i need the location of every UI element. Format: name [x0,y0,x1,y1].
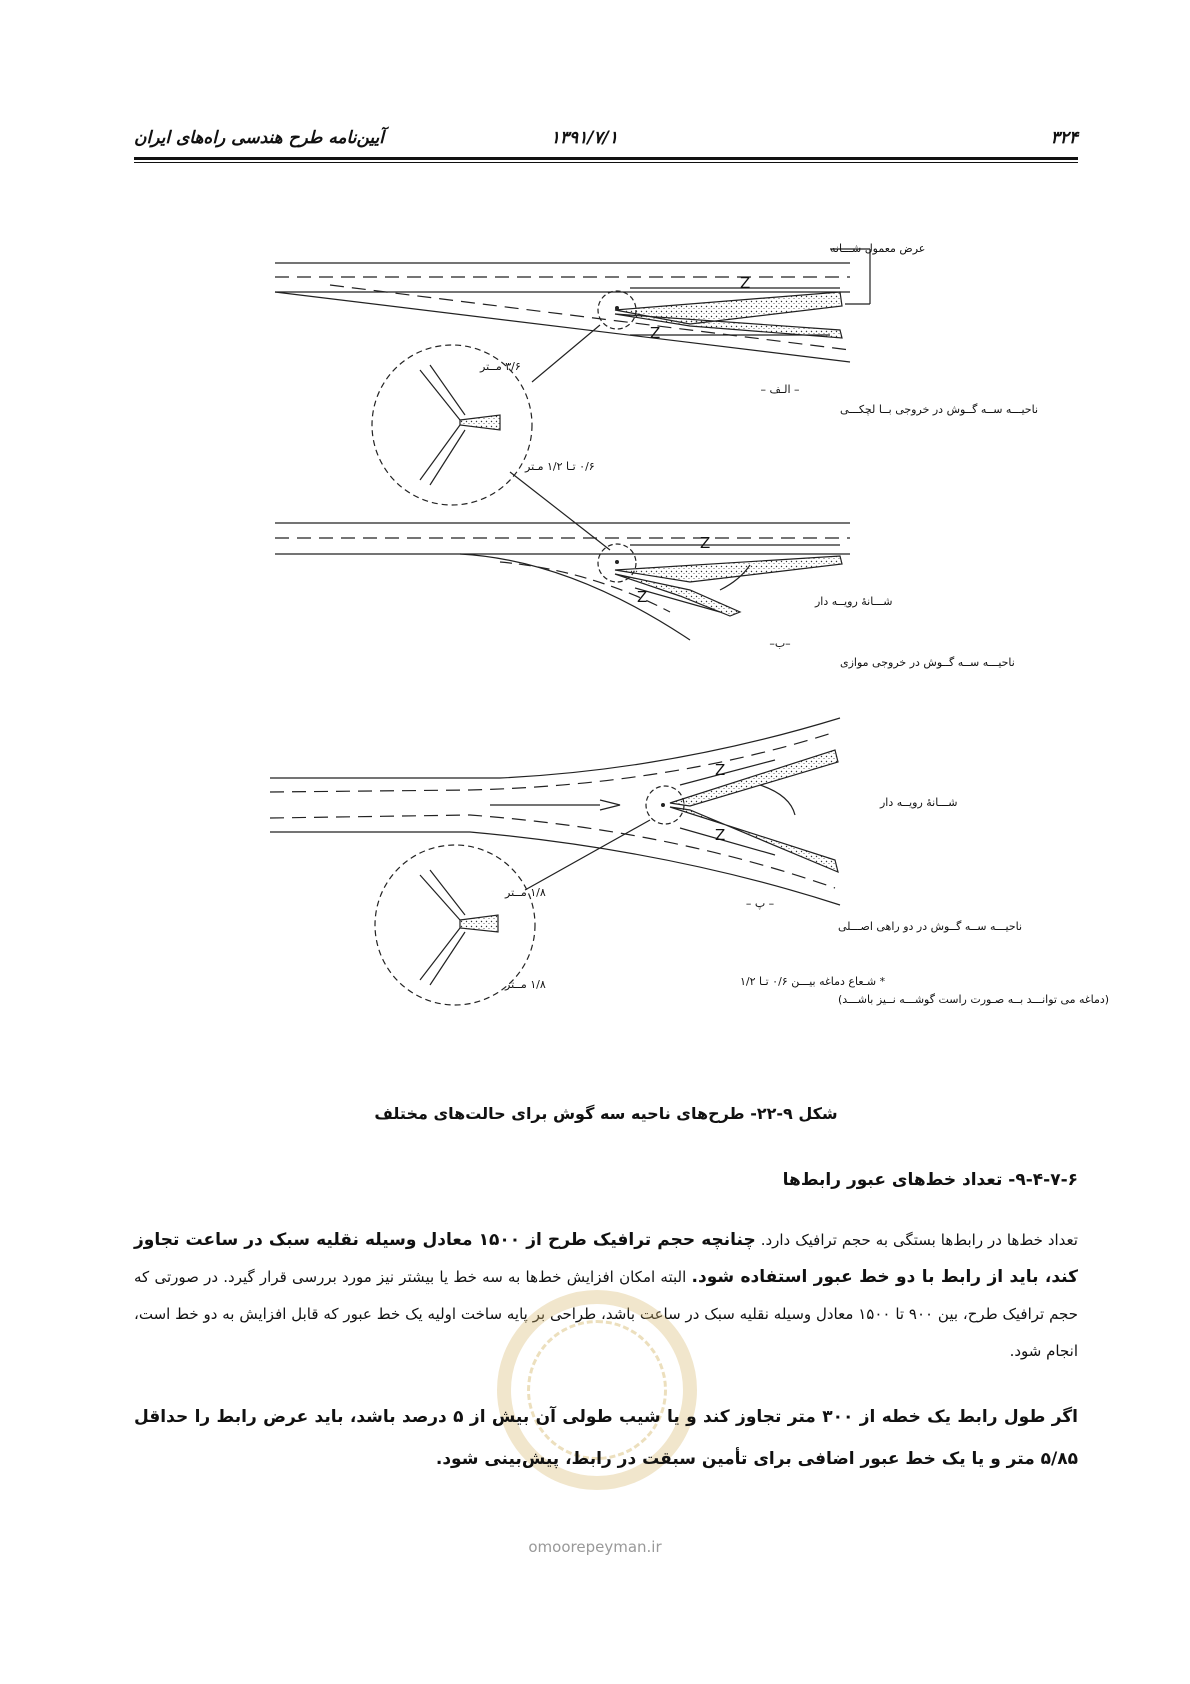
detail-c-top: ۱/۸ مــتر [505,886,546,899]
diagram-part-a [275,242,1038,416]
label-z-b1: Z [700,534,711,552]
paragraph-1-bold: چنانچه حجم ترافیک طرح از ۱۵۰۰ معادل وسیله نقلیه سبک در ساعت تجاوز کند، باید از رابط با دو خط عبور استفاده شود. [134,1230,1078,1287]
book-title: آیین‌نامه طرح هندسی راه‌های ایران [134,128,384,148]
part-a-caption: ناحیـــه ســه گــوش در خروجی بــا لچکـــی [840,403,1039,416]
figure-caption: شکل ۹-۲۲- طرح‌های ناحیه سه گوش برای حالت‌های مختلف [374,1104,838,1123]
gore-area-figure [270,240,1110,1010]
page-header [134,128,1078,156]
page-number: ۳۲۴ [1050,128,1078,148]
part-a-letter: – الـف – [760,383,800,396]
label-z-c1: Z [715,761,726,779]
label-z-c2: Z [715,826,726,844]
diagram-part-b [275,523,1015,669]
detail-circle-c [375,820,650,1005]
label-z-a2: Z [650,324,661,342]
detail-a-bottom: ۰/۶ تـا ۱/۲ مـتر [525,460,595,473]
part-c-letter: – پ – [745,897,775,910]
label-z-b2: Z [637,588,648,606]
header-rule-thick [134,157,1078,160]
figure-note-2: (دماغه می توانـــد بــه صـورت راست گوشـــه نــیز باشـــد) [838,993,1110,1006]
part-b-letter: –ب– [769,637,791,650]
detail-circle-a [372,325,610,550]
label-shoulder-width: عرض معمول شـــانه [830,242,926,255]
header-date: ۱۳۹۱/۷/۱ [550,128,618,148]
part-c-caption: ناحیـــه ســه گــوش در دو راهی اصـــلی [838,920,1023,933]
diagram-part-c [270,718,1022,933]
detail-c-bottom: ۱/۸ مــتر [505,978,546,991]
label-z-a1: Z [740,274,751,292]
paved-shoulder-c: شـــانهٔ رویــه دار [880,796,958,809]
paragraph-1-sentence-3: البته امکان افزایش خط‌ها به سه خط یا بیشتر نیز مورد بررسی قرار گیرد. در صورتی که حجم ترافیک طرح، بین ۹۰۰ تا ۱۵۰۰ معادل وسیله نقلیه سبک در ساعت باشد، طراحی بر پایه ساخت اولیه یک خط عبور که قابل افزایش به دو خط است، انجام شود. [134,1268,1079,1360]
paved-shoulder-b: شـــانهٔ رویــه دار [815,595,893,608]
paragraph-1-sentence-1: تعداد خط‌ها در رابط‌ها بستگی به حجم ترافیک دارد. [760,1231,1078,1249]
section-title: ۹-۴-۷-۶- تعداد خط‌های عبور رابط‌ها [782,1170,1078,1190]
footer-website: omoorepeyman.ir [528,1538,662,1556]
header-rule-thin [134,162,1078,163]
figure-note-1: * شـعاع دماغه بیـــن ۰/۶ تـا ۱/۲ [740,975,886,988]
part-b-caption: ناحیـــه ســه گــوش در خروجی موازی [840,656,1015,669]
detail-a-top: ۳/۶ مــتر [480,360,521,373]
paragraph-2: اگر طول رابط یک خطه از ۳۰۰ متر تجاوز کند و یا شیب طولی آن بیش از ۵ درصد باشد، باید عرض رابط را حداقل ۵/۸۵ متر و یا یک خط عبور اضافی برای تأمین سبقت در رابط، پیش‌بینی شود. [134,1407,1078,1469]
